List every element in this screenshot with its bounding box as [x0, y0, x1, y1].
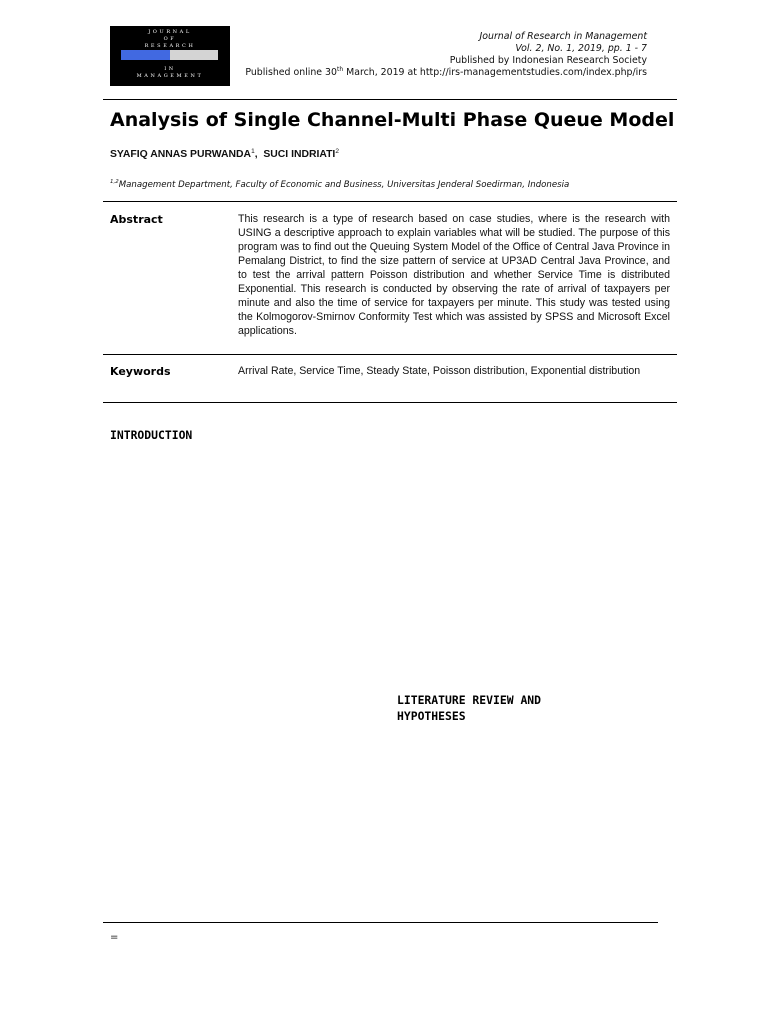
author-1-sup: 1	[251, 148, 255, 155]
keywords-text: Arrival Rate, Service Time, Steady State, Poisson distribution, Exponential distribution	[238, 365, 641, 377]
keywords-label: Keywords	[110, 365, 171, 378]
journal-name: Journal of Research in Management	[479, 31, 647, 42]
author-separator: ,	[254, 149, 264, 160]
logo-text-research: RESEARCH	[144, 43, 196, 49]
abstract-text: This research is a type of research based on case studies, where is the research with USING a descriptive approach to explain variables what will be studied. The purpose of this program was to find out the Queuing System Model of the Office of Central Java Province in Pemalang District, to find the size pattern of service at UP3AD Central Java Province, and to test the arrival pattern Poisson distribution and whether Service Time is distributed Exponential. This research is conducted by observing the rate of arrival of taxpayers per minute and also the time of service for taxpayers per minute. This study was tested using the Kolmogorov-Smirnov Conformity Test which was assisted by SPSS and Microsoft Excel applications.	[238, 213, 670, 337]
published-url[interactable]: March, 2019 at http://irs-managementstudies.com/index.php/irs	[343, 67, 647, 78]
journal-publisher: Published by Indonesian Research Society	[449, 55, 647, 66]
logo-text-of: OF	[163, 36, 177, 42]
logo-text-journal: JOURNAL	[148, 29, 192, 35]
authors	[110, 148, 339, 162]
footnote-rule	[103, 922, 658, 923]
author-2: SUCI INDRIATI	[263, 149, 336, 160]
affiliation-sup: 1,2	[110, 179, 119, 185]
keywords-bottom-rule	[103, 402, 677, 403]
journal-volume: Vol. 2, No. 1, 2019, pp. 1 - 7	[515, 43, 647, 54]
author-1: SYAFIQ ANNAS PURWANDA	[110, 149, 252, 160]
logo-text-management: MANAGEMENT	[136, 73, 204, 79]
published-online-line	[245, 67, 647, 79]
journal-logo	[110, 26, 230, 86]
logo-text-in: IN	[164, 66, 176, 72]
logo-bar-blue	[121, 50, 170, 60]
author-2-sup: 2	[335, 148, 339, 155]
footnote-mark: =	[110, 932, 119, 943]
section-literature-review-line2: HYPOTHESES	[397, 709, 466, 723]
paper-title: Analysis of Single Channel-Multi Phase Queue Model	[110, 109, 675, 131]
published-date-prefix: Published online 30	[245, 67, 337, 78]
abstract-top-rule	[103, 201, 677, 202]
abstract-label: Abstract	[110, 213, 163, 226]
header-rule	[103, 99, 677, 100]
section-literature-review-line1: LITERATURE REVIEW AND	[397, 693, 542, 707]
affiliation	[110, 179, 569, 191]
abstract-bottom-rule	[103, 354, 677, 355]
affiliation-text: Management Department, Faculty of Economic and Business, Universitas Jenderal Soedirman, Indonesia	[118, 180, 570, 190]
published-date-sup: th	[336, 66, 344, 73]
logo-bar-grey	[170, 50, 218, 60]
section-introduction: INTRODUCTION	[110, 428, 193, 442]
